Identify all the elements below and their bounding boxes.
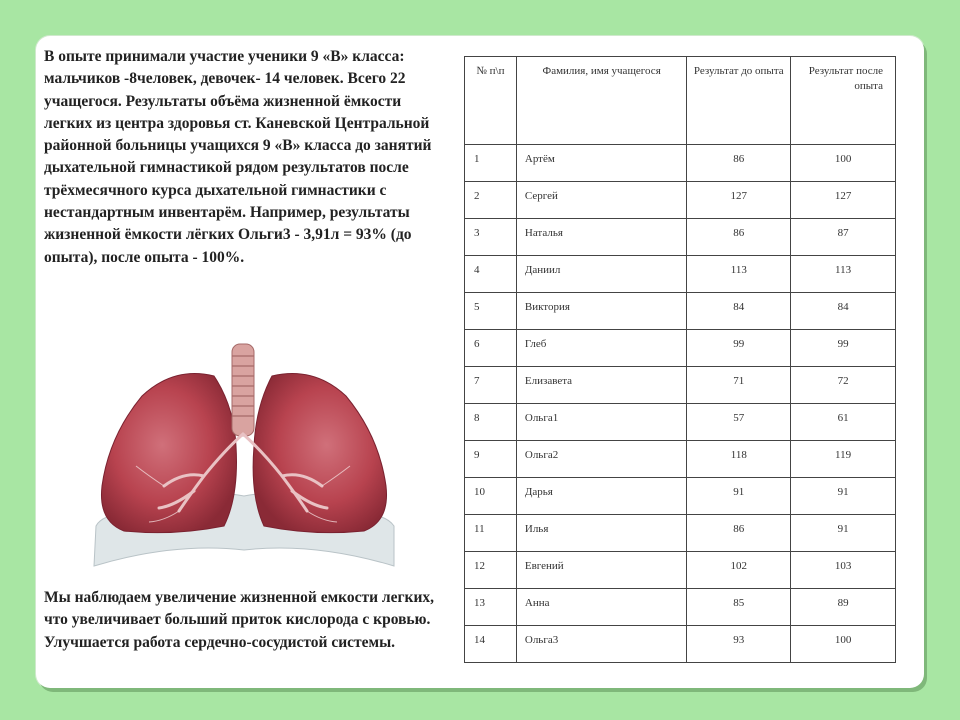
cell-before: 99 <box>687 330 791 367</box>
table-row <box>465 330 896 367</box>
header-before: Результат до опыта <box>687 57 791 145</box>
cell-after: 87 <box>791 219 896 256</box>
cell-after: 89 <box>791 589 896 626</box>
cell-after: 100 <box>791 145 896 182</box>
table-row <box>465 182 896 219</box>
cell-num: 4 <box>465 256 517 293</box>
cell-after: 72 <box>791 367 896 404</box>
cell-name: Ольга2 <box>516 441 687 478</box>
cell-num: 3 <box>465 219 517 256</box>
cell-num: 12 <box>465 552 517 589</box>
cell-num: 9 <box>465 441 517 478</box>
cell-num: 7 <box>465 367 517 404</box>
table-header-row <box>465 57 896 145</box>
cell-num: 8 <box>465 404 517 441</box>
table-row <box>465 515 896 552</box>
right-lung <box>253 374 386 533</box>
table-row <box>465 441 896 478</box>
cell-name: Сергей <box>516 182 687 219</box>
cell-after: 113 <box>791 256 896 293</box>
cell-num: 1 <box>465 145 517 182</box>
cell-num: 14 <box>465 626 517 663</box>
cell-after: 91 <box>791 515 896 552</box>
table-row <box>465 145 896 182</box>
table-row <box>465 626 896 663</box>
cell-num: 13 <box>465 589 517 626</box>
table-row <box>465 552 896 589</box>
cell-before: 118 <box>687 441 791 478</box>
intro-paragraph: В опыте принимали участие ученики 9 «В» класса: мальчиков -8человек, девочек- 14 человек. Всего 22 учащегося. Результаты объёма жизненной ёмкости легких из центра здоровья ст. Каневской Центральной районной больницы учащихся 9 «В» класса до занятий дыхательной гимнастикой рядом результатов после трёхмесячного курса дыхательной гимнастики с нестандартным инвентарём. Например, результаты жизненной ёмкости лёгких Ольги3 - 3,91л = 93% (до опыта), после опыта - 100%. <box>44 48 432 266</box>
header-after: Результат после опыта <box>791 57 896 145</box>
cell-name: Евгений <box>516 552 687 589</box>
table-row <box>465 293 896 330</box>
cell-before: 86 <box>687 219 791 256</box>
cell-before: 86 <box>687 515 791 552</box>
cell-after: 119 <box>791 441 896 478</box>
left-lung <box>101 374 236 533</box>
table-row <box>465 256 896 293</box>
cell-before: 93 <box>687 626 791 663</box>
cell-name: Артём <box>516 145 687 182</box>
cell-num: 2 <box>465 182 517 219</box>
cell-before: 91 <box>687 478 791 515</box>
cell-name: Виктория <box>516 293 687 330</box>
cell-name: Наталья <box>516 219 687 256</box>
cell-before: 113 <box>687 256 791 293</box>
cell-num: 5 <box>465 293 517 330</box>
cell-after: 61 <box>791 404 896 441</box>
cell-after: 99 <box>791 330 896 367</box>
cell-before: 57 <box>687 404 791 441</box>
cell-name: Ольга3 <box>516 626 687 663</box>
cell-name: Илья <box>516 515 687 552</box>
cell-name: Ольга1 <box>516 404 687 441</box>
cell-after: 100 <box>791 626 896 663</box>
cell-num: 10 <box>465 478 517 515</box>
trachea <box>232 344 254 436</box>
cell-before: 84 <box>687 293 791 330</box>
cell-before: 102 <box>687 552 791 589</box>
cell-name: Анна <box>516 589 687 626</box>
cell-name: Дарья <box>516 478 687 515</box>
cell-before: 71 <box>687 367 791 404</box>
table-row <box>465 219 896 256</box>
cell-before: 86 <box>687 145 791 182</box>
cell-name: Глеб <box>516 330 687 367</box>
conclusion-paragraph: Мы наблюдаем увеличение жизненной емкости легких, что увеличивает больший приток кислорода с кровью. Улучшается работа сердечно-сосудистой системы. <box>44 589 435 651</box>
cell-after: 84 <box>791 293 896 330</box>
table-row <box>465 367 896 404</box>
results-table <box>464 56 896 663</box>
cell-before: 127 <box>687 182 791 219</box>
cell-num: 11 <box>465 515 517 552</box>
header-name: Фамилия, имя учащегося <box>516 57 687 145</box>
table-row <box>465 404 896 441</box>
cell-after: 103 <box>791 552 896 589</box>
cell-after: 127 <box>791 182 896 219</box>
cell-after: 91 <box>791 478 896 515</box>
lungs-illustration <box>64 336 424 584</box>
table-row <box>465 478 896 515</box>
cell-name: Елизавета <box>516 367 687 404</box>
header-num: № п\п <box>465 57 517 145</box>
cell-before: 85 <box>687 589 791 626</box>
cell-name: Даниил <box>516 256 687 293</box>
cell-num: 6 <box>465 330 517 367</box>
table-row <box>465 589 896 626</box>
